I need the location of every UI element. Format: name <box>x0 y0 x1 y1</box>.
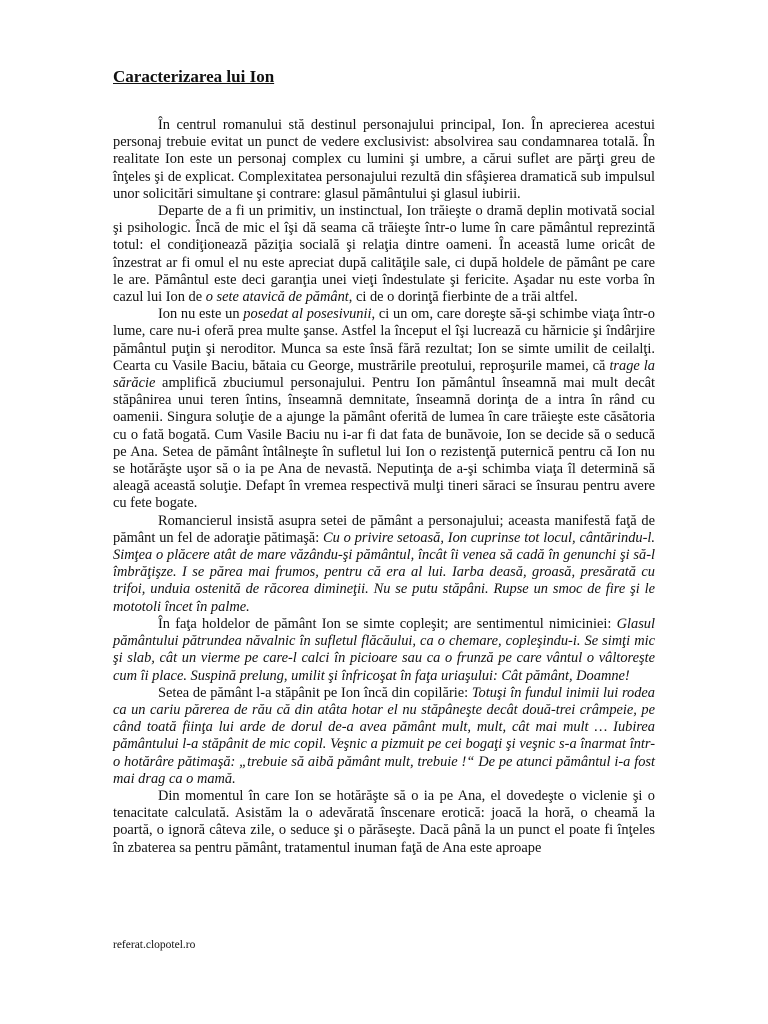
text-run: , ci un om, care doreşte să-şi schimbe viaţa într-o lume, care nu-i oferă prea multe şanse. Astfel la început el îşi lucrează cu hărnicie şi îndârjire pământul puţin şi neroditor. Munca sa este însă fără rezultat; Ion se simte umilit de ceilalţi. Cearta cu Vasile Baciu, bătaia cu George, mustrările preotului, reproşurile mamei, că <box>113 306 655 374</box>
italic-quote: Totuşi în fundul inimii lui rodea ca un cariu părerea de rău că din atâta hotar el nu stăpâneşte decât două-trei crâmpeie, pe când toată fiinţa lui arde de dorul de-a avea pământ mult, mult, cât mai mult … Iubirea pământului l-a stăpânit de mic copil. Veşnic a pizmuit pe cei bogaţi şi veşnic s-a înarmat într-o hotărâre pătimaşă: „trebuie să aibă pământ mult, trebuie !“ De pe atunci pământul i-a fost mai drag ca o mamă. <box>113 684 655 787</box>
footer-source: referat.clopotel.ro <box>113 939 196 951</box>
body-text <box>113 117 655 857</box>
italic-quote: Cu o privire setoasă, Ion cuprinse tot locul, cântărindu-l. Simţea o plăcere atât de mare văzându-şi pământul, încât îi venea să cadă în genunchi şi să-l îmbrăţişze. I se părea mai frumos, pentru că era al lui. Iarba deasă, groasă, presărată cu trifoi, unduia ostenită de răcorea dimineţii. Nu se putu stăpâni. Rupse un smoc de fire şi le mototoli încet în palme. <box>113 529 655 615</box>
paragraph <box>113 513 655 616</box>
text-run: , ci de o dorinţă fierbinte de a trăi altfel. <box>348 289 578 306</box>
paragraph <box>113 117 655 203</box>
italic-text-run: posedat al posesivunii <box>243 306 372 323</box>
page-title: Caracterizarea lui Ion <box>113 67 275 86</box>
italic-text-run: trage la sărăcie <box>113 357 655 392</box>
text-run: Departe de a fi un primitiv, un instinctual, Ion trăieşte o dramă deplin motivată social şi psihologic. Încă de mic el îşi dă seama că trăieşte într-o lume în care pământul reprezintă totul: el condiţionează păziţia socială şi relaţia dintre oameni. În această lume oricât de înzestrat ar fi omul el nu este apreciat după calităţile sale, ci după holdele de pământ pe care le are. Pământul este deci garanţia unei vieţi îndestulate şi fericite. Aşadar nu este vorba în cazul lui Ion de <box>113 203 655 306</box>
paragraph <box>113 616 655 685</box>
text-run: Din momentul în care Ion se hotărăşte să o ia pe Ana, el dovedeşte o viclenie şi o tenacitate calculată. Asistăm la o adevărată înscenare erotică: joacă la horă, o cheamă la poartă, o ignoră câteva zile, o seduce şi o părăseşte. Dacă până la un punct el poate fi înţeles în zbaterea sa pentru pământ, tratamentul inuman faţă de Ana este aproape <box>113 787 655 856</box>
text-run: În centrul romanului stă destinul personajului principal, Ion. În aprecierea acestui personaj trebuie evitat un punct de vedere exclusivist: absolvirea sau condamnarea totală. În realitate Ion este un personaj complex cu lumini şi umbre, a cărui suflet are părţi greu de înţeles şi de explicat. Complexitatea personajului rezultă din sfâşierea dramatică sub impulsul unor solicitări simultane şi contrare: glasul pământului şi glasul iubirii. <box>113 117 655 202</box>
paragraph <box>113 788 655 857</box>
italic-text-run: o sete atavică de pământ <box>205 289 349 306</box>
text-run: Romancierul insistă asupra setei de pământ a personajului; aceasta manifestă faţă de pământ un fel de adoraţie pătimaşă: <box>113 512 655 546</box>
paragraph <box>113 203 655 306</box>
italic-quote: Glasul pământului pătrundea năvalnic în sufletul flăcăului, ca o chemare, copleşindu-i. Se simţi mic şi slab, cât un vierme pe care-l calci în picioare sau ca o frunză pe care vântul o vâltoreşte cum îi place. Suspină prelung, umilit şi înfricoşat în faţa uriaşului: Cât pământ, Doamne! <box>113 615 655 684</box>
text-run: Setea de pământ l-a stăpânit pe Ion încă din copilărie: <box>158 684 472 701</box>
text-run: În faţa holdelor de pământ Ion se simte copleşit; are sentimentul nimiciniei: <box>158 615 617 632</box>
text-run: amplifică zbuciumul personajului. Pentru Ion pământul înseamnă mai mult decât stăpânirea unui teren întins, înseamnă demnitate, înseamnă dorinţa de a intra în rând cu oamenii. Singura soluţie de a ajunge la pământ oferită de lumea în care trăieşte este căsătoria cu o fată bogată. Cum Vasile Baciu nu i-ar fi dat fata de bunăvoie, Ion se decide să o seducă pe Ana. Setea de pământ întâlneşte în sufletul lui Ion o rezistenţă puternică pentru că Ion nu se hotărăşte uşor să o ia pe Ana de nevastă. Neputinţa de a-şi schimba viaţa îl determină să aleagă această soluţie. Defapt în vremea respectivă mulţi tineri săraci se însurau pentru avere cu fete bogate. <box>113 375 655 512</box>
text-run: Ion nu este un <box>158 306 244 323</box>
paragraph <box>113 306 655 512</box>
paragraph <box>113 685 655 788</box>
